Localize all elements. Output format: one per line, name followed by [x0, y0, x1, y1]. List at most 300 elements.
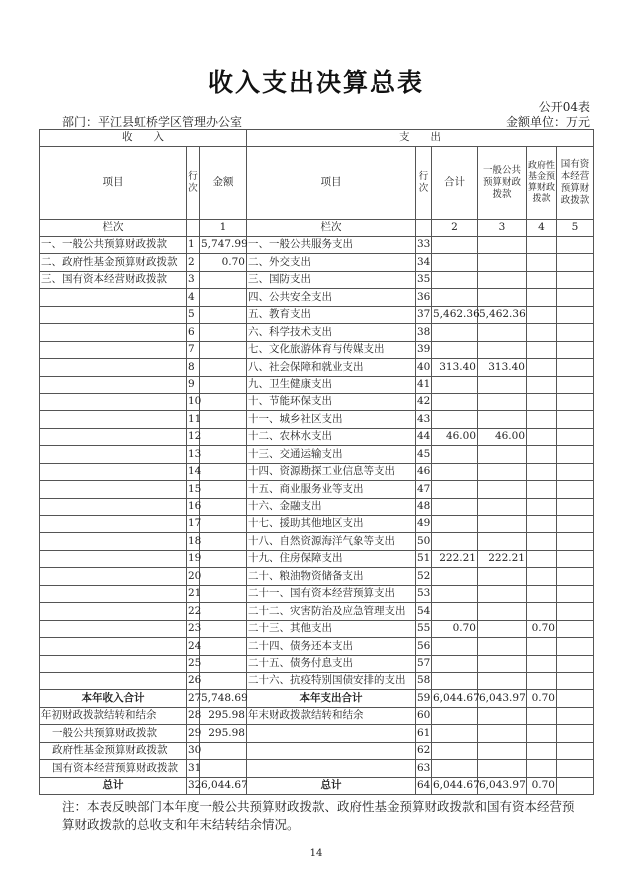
- expense-total: [432, 533, 478, 550]
- income-line-no: 20: [187, 568, 200, 585]
- expense-line-no: 54: [416, 603, 432, 620]
- income-amount: [200, 376, 247, 393]
- income-line-no: 22: [187, 603, 200, 620]
- income-line-no: 12: [187, 428, 200, 445]
- expense-total: [432, 516, 478, 533]
- fund-budget-amount: [527, 603, 557, 620]
- income-amount: [200, 359, 247, 376]
- state-capital-amount: [557, 742, 594, 759]
- state-capital-amount: [557, 446, 594, 463]
- expense-total: [432, 481, 478, 498]
- table-row: [40, 550, 594, 567]
- expense-total: 0.70: [432, 620, 478, 637]
- income-amount: [200, 428, 247, 445]
- income-line-no: 16: [187, 498, 200, 515]
- expense-item: 一、一般公共服务支出: [247, 237, 416, 254]
- table-row: [40, 638, 594, 655]
- fund-budget-amount: [527, 341, 557, 358]
- table-row: [40, 568, 594, 585]
- footnote: 注：本表反映部门本年度一般公共预算财政拨款、政府性基金预算财政拨款和国有资本经营预算财政拨款的总收支和年末结转结余情况。: [62, 799, 575, 832]
- summary-row: [40, 760, 594, 777]
- income-amount: [200, 585, 247, 602]
- expense-line-no: 39: [416, 341, 432, 358]
- expense-total: [432, 498, 478, 515]
- fund-budget-amount: 0.70: [527, 620, 557, 637]
- fund-budget-amount: [527, 481, 557, 498]
- income-line-no: 32: [187, 777, 200, 794]
- table-row: [40, 271, 594, 288]
- expense-line-no: 41: [416, 376, 432, 393]
- state-capital-amount: [557, 289, 594, 306]
- fund-budget-amount: [527, 324, 557, 341]
- income-amount: 5,748.69: [200, 690, 247, 707]
- expense-total: [432, 707, 478, 724]
- income-item: [40, 585, 187, 602]
- expense-item: 二十三、其他支出: [247, 620, 416, 637]
- income-line-header: 行次: [187, 147, 200, 220]
- expense-item: [247, 760, 416, 777]
- fund-budget-amount: [527, 585, 557, 602]
- general-budget-amount: [478, 463, 527, 480]
- income-line-no: 8: [187, 359, 200, 376]
- state-capital-amount: [557, 428, 594, 445]
- expense-item: 二十、粮油物资储备支出: [247, 568, 416, 585]
- table-row: [40, 359, 594, 376]
- expense-line-no: 53: [416, 585, 432, 602]
- expense-item: 总计: [247, 777, 416, 794]
- expense-total: [432, 237, 478, 254]
- expense-total: [432, 289, 478, 306]
- expense-total: [432, 446, 478, 463]
- income-amount-header: 金额: [200, 147, 247, 220]
- expense-line-no: 60: [416, 707, 432, 724]
- lanci-empty: [416, 220, 432, 237]
- income-line-no: 2: [187, 254, 200, 271]
- income-amount: [200, 498, 247, 515]
- expense-total: [432, 725, 478, 742]
- state-capital-amount: [557, 690, 594, 707]
- table-row: [40, 498, 594, 515]
- fund-budget-amount: [527, 533, 557, 550]
- income-item-header: 项目: [40, 147, 187, 220]
- income-line-no: 5: [187, 306, 200, 323]
- income-item: [40, 568, 187, 585]
- expense-line-no: 47: [416, 481, 432, 498]
- expense-item: 十、节能环保支出: [247, 393, 416, 410]
- general-budget-amount: [478, 376, 527, 393]
- expense-line-no: 43: [416, 411, 432, 428]
- table-row: [40, 463, 594, 480]
- income-line-no: 3: [187, 271, 200, 288]
- page-number: 14: [309, 848, 323, 859]
- general-budget-amount: 46.00: [478, 428, 527, 445]
- state-capital-amount: [557, 672, 594, 689]
- fund-budget-amount: [527, 446, 557, 463]
- fund-budget-amount: [527, 463, 557, 480]
- general-budget-amount: 313.40: [478, 359, 527, 376]
- general-budget-amount: 5,462.36: [478, 306, 527, 323]
- general-budget-amount: [478, 393, 527, 410]
- state-capital-amount: [557, 237, 594, 254]
- expense-line-no: 38: [416, 324, 432, 341]
- fund-budget-amount: [527, 254, 557, 271]
- expense-item-header: 项目: [247, 147, 416, 220]
- expense-item: 七、文化旅游体育与传媒支出: [247, 341, 416, 358]
- lanci-5: 5: [557, 220, 594, 237]
- general-budget-amount: [478, 620, 527, 637]
- state-capital-amount: [557, 533, 594, 550]
- income-line-no: 21: [187, 585, 200, 602]
- expense-line-no: 57: [416, 655, 432, 672]
- state-capital-amount: [557, 359, 594, 376]
- income-item: [40, 550, 187, 567]
- expense-item: 十一、城乡社区支出: [247, 411, 416, 428]
- general-budget-amount: [478, 481, 527, 498]
- general-budget-amount: [478, 707, 527, 724]
- table-row: [40, 428, 594, 445]
- expense-total: [432, 760, 478, 777]
- state-capital-amount: [557, 341, 594, 358]
- expense-line-no: 46: [416, 463, 432, 480]
- table-row: [40, 376, 594, 393]
- summary-row: [40, 690, 594, 707]
- income-amount: [200, 516, 247, 533]
- fund-budget-amount: [527, 516, 557, 533]
- lanci-label: 栏次: [247, 220, 416, 237]
- expense-item: 十五、商业服务业等支出: [247, 481, 416, 498]
- general-budget-amount: [478, 411, 527, 428]
- expense-total: 5,462.36: [432, 306, 478, 323]
- income-item: 一般公共预算财政拨款: [40, 725, 187, 742]
- income-line-no: 1: [187, 237, 200, 254]
- general-budget-amount: [478, 603, 527, 620]
- income-item: [40, 498, 187, 515]
- income-amount: [200, 550, 247, 567]
- income-line-no: 14: [187, 463, 200, 480]
- income-line-no: 25: [187, 655, 200, 672]
- income-line-no: 11: [187, 411, 200, 428]
- expense-total: 46.00: [432, 428, 478, 445]
- expense-total: [432, 271, 478, 288]
- expense-item: 十二、农林水支出: [247, 428, 416, 445]
- lanci-3: 3: [478, 220, 527, 237]
- fund-budget-amount: [527, 742, 557, 759]
- income-amount: [200, 672, 247, 689]
- income-line-no: 18: [187, 533, 200, 550]
- expense-total: [432, 742, 478, 759]
- expense-total: 222.21: [432, 550, 478, 567]
- lanci-label: 栏次: [40, 220, 187, 237]
- income-item: 年初财政拨款结转和结余: [40, 707, 187, 724]
- expense-item: 年末财政拨款结转和结余: [247, 707, 416, 724]
- expense-total: [432, 655, 478, 672]
- fund-budget-amount: 0.70: [527, 777, 557, 794]
- general-budget-amount: [478, 533, 527, 550]
- fund-budget-amount: [527, 707, 557, 724]
- expense-line-no: 44: [416, 428, 432, 445]
- income-amount: [200, 393, 247, 410]
- state-capital-amount: [557, 568, 594, 585]
- state-capital-amount: [557, 411, 594, 428]
- income-item: [40, 638, 187, 655]
- general-budget-amount: [478, 585, 527, 602]
- expense-line-no: 36: [416, 289, 432, 306]
- table-row: [40, 672, 594, 689]
- state-capital-amount: [557, 550, 594, 567]
- expense-item: 十八、自然资源海洋气象等支出: [247, 533, 416, 550]
- income-amount: [200, 481, 247, 498]
- expense-line-no: 56: [416, 638, 432, 655]
- expense-line-no: 59: [416, 690, 432, 707]
- income-amount: [200, 760, 247, 777]
- state-capital-amount: [557, 638, 594, 655]
- general-budget-amount: [478, 237, 527, 254]
- general-budget-amount: [478, 254, 527, 271]
- general-budget-amount: [478, 341, 527, 358]
- expense-line-no: 51: [416, 550, 432, 567]
- expense-line-no: 49: [416, 516, 432, 533]
- income-line-no: 26: [187, 672, 200, 689]
- state-capital-amount: [557, 725, 594, 742]
- expense-item: 五、教育支出: [247, 306, 416, 323]
- fund-budget-amount: [527, 568, 557, 585]
- expense-item: 八、社会保障和就业支出: [247, 359, 416, 376]
- state-capital-amount: [557, 620, 594, 637]
- expense-total: [432, 568, 478, 585]
- unit-label: 金额单位：万元: [505, 115, 590, 129]
- income-item: [40, 306, 187, 323]
- general-budget-amount: [478, 725, 527, 742]
- fund-budget-amount: [527, 760, 557, 777]
- expense-total: [432, 324, 478, 341]
- fund-budget-amount: [527, 306, 557, 323]
- expense-item: 二、外交支出: [247, 254, 416, 271]
- general-budget-amount: [478, 742, 527, 759]
- state-capital-amount: [557, 707, 594, 724]
- general-budget-amount: [478, 446, 527, 463]
- expense-line-no: 35: [416, 271, 432, 288]
- expense-total: [432, 341, 478, 358]
- table-row: [40, 620, 594, 637]
- fund-budget-amount: [527, 550, 557, 567]
- fund-budget-amount: [527, 376, 557, 393]
- page-title: 收入支出决算总表: [207, 68, 424, 97]
- income-line-no: 4: [187, 289, 200, 306]
- summary-row: [40, 707, 594, 724]
- fund-budget-amount: [527, 271, 557, 288]
- income-line-no: 30: [187, 742, 200, 759]
- general-budget-amount: [478, 324, 527, 341]
- state-capital-amount: [557, 393, 594, 410]
- expense-item: 二十五、债务付息支出: [247, 655, 416, 672]
- table-row: [40, 411, 594, 428]
- table-row: [40, 254, 594, 271]
- income-line-no: 6: [187, 324, 200, 341]
- general-budget-amount: [478, 516, 527, 533]
- income-line-no: 23: [187, 620, 200, 637]
- expense-item: 九、卫生健康支出: [247, 376, 416, 393]
- general-budget-amount: [478, 672, 527, 689]
- fund-budget-amount: [527, 725, 557, 742]
- state-capital-amount: [557, 271, 594, 288]
- table-row: [40, 603, 594, 620]
- fund-budget-amount: [527, 428, 557, 445]
- expense-line-no: 48: [416, 498, 432, 515]
- income-item: [40, 289, 187, 306]
- expense-item: 四、公共安全支出: [247, 289, 416, 306]
- general-budget-amount: [478, 498, 527, 515]
- table-row: [40, 306, 594, 323]
- expense-item: 十三、交通运输支出: [247, 446, 416, 463]
- expense-item: 二十一、国有资本经营预算支出: [247, 585, 416, 602]
- income-amount: 295.98: [200, 725, 247, 742]
- income-amount: [200, 289, 247, 306]
- expense-line-no: 52: [416, 568, 432, 585]
- income-item: [40, 376, 187, 393]
- general-budget-amount: [478, 271, 527, 288]
- fund-budget-amount: [527, 655, 557, 672]
- income-line-no: 13: [187, 446, 200, 463]
- department-label: 部门：平江县虹桥学区管理办公室: [62, 115, 243, 129]
- income-amount: [200, 655, 247, 672]
- income-item: [40, 463, 187, 480]
- table-row: [40, 481, 594, 498]
- state-capital-amount: [557, 254, 594, 271]
- income-amount: [200, 568, 247, 585]
- income-amount: [200, 446, 247, 463]
- income-item: 政府性基金预算财政拨款: [40, 742, 187, 759]
- income-amount: [200, 603, 247, 620]
- expense-line-no: 42: [416, 393, 432, 410]
- income-item: [40, 655, 187, 672]
- general-budget-amount: [478, 655, 527, 672]
- fund-budget-amount: [527, 638, 557, 655]
- section-header-row: [40, 130, 594, 147]
- expense-line-no: 33: [416, 237, 432, 254]
- income-item: [40, 428, 187, 445]
- expense-item: 二十四、债务还本支出: [247, 638, 416, 655]
- income-amount: [200, 411, 247, 428]
- expense-total: [432, 254, 478, 271]
- state-capital-amount: [557, 376, 594, 393]
- income-item: [40, 393, 187, 410]
- income-line-no: 10: [187, 393, 200, 410]
- fund-budget-amount: [527, 237, 557, 254]
- table-row: [40, 393, 594, 410]
- income-amount: [200, 638, 247, 655]
- expense-line-no: 40: [416, 359, 432, 376]
- income-amount: [200, 324, 247, 341]
- income-line-no: 9: [187, 376, 200, 393]
- expense-item: [247, 725, 416, 742]
- expense-line-no: 62: [416, 742, 432, 759]
- expense-line-no: 64: [416, 777, 432, 794]
- general-budget-amount: [478, 289, 527, 306]
- lanci-row: [40, 220, 594, 237]
- fund-budget-amount: [527, 498, 557, 515]
- expense-total: 313.40: [432, 359, 478, 376]
- income-item: 国有资本经营预算财政拨款: [40, 760, 187, 777]
- state-capital-amount: [557, 481, 594, 498]
- table-row: [40, 533, 594, 550]
- income-line-no: 17: [187, 516, 200, 533]
- income-amount: [200, 306, 247, 323]
- income-item: [40, 411, 187, 428]
- expense-total: [432, 638, 478, 655]
- expense-total: [432, 411, 478, 428]
- income-item: [40, 324, 187, 341]
- income-line-no: 19: [187, 550, 200, 567]
- expense-item: 十九、住房保障支出: [247, 550, 416, 567]
- income-item: [40, 533, 187, 550]
- income-section-header: 收 入: [40, 130, 247, 147]
- general-budget-header: 一般公共预算财政拨款: [478, 147, 527, 220]
- expense-line-no: 34: [416, 254, 432, 271]
- income-amount: [200, 463, 247, 480]
- expense-line-no: 37: [416, 306, 432, 323]
- lanci-empty: [187, 220, 200, 237]
- expense-total: [432, 463, 478, 480]
- summary-row: [40, 777, 594, 794]
- income-amount: [200, 341, 247, 358]
- general-budget-amount: [478, 568, 527, 585]
- fund-budget-amount: 0.70: [527, 690, 557, 707]
- income-line-no: 24: [187, 638, 200, 655]
- table-row: [40, 237, 594, 254]
- expense-line-header: 行次: [416, 147, 432, 220]
- fund-budget-amount: [527, 289, 557, 306]
- lanci-4: 4: [527, 220, 557, 237]
- income-item: 三、国有资本经营财政拨款: [40, 271, 187, 288]
- income-item: 一、一般公共预算财政拨款: [40, 237, 187, 254]
- expense-total: [432, 585, 478, 602]
- general-budget-amount: [478, 760, 527, 777]
- expense-line-no: 45: [416, 446, 432, 463]
- summary-row: [40, 742, 594, 759]
- expense-line-no: 50: [416, 533, 432, 550]
- expense-line-no: 58: [416, 672, 432, 689]
- expense-item: 六、科学技术支出: [247, 324, 416, 341]
- income-amount: [200, 533, 247, 550]
- expense-item: 二十二、灾害防治及应急管理支出: [247, 603, 416, 620]
- income-item: [40, 516, 187, 533]
- table-row: [40, 516, 594, 533]
- income-item: [40, 481, 187, 498]
- expense-item: 十四、资源勘探工业信息等支出: [247, 463, 416, 480]
- income-line-no: 15: [187, 481, 200, 498]
- expense-total: [432, 393, 478, 410]
- lanci-2: 2: [432, 220, 478, 237]
- state-capital-amount: [557, 777, 594, 794]
- state-capital-amount: [557, 324, 594, 341]
- table-row: [40, 289, 594, 306]
- expense-line-no: 61: [416, 725, 432, 742]
- fund-budget-header: 政府性基金预算财政拨款: [527, 147, 557, 220]
- income-line-no: 29: [187, 725, 200, 742]
- income-line-no: 31: [187, 760, 200, 777]
- income-amount: 295.98: [200, 707, 247, 724]
- summary-row: [40, 725, 594, 742]
- expense-item: 本年支出合计: [247, 690, 416, 707]
- state-capital-amount: [557, 516, 594, 533]
- table-row: [40, 446, 594, 463]
- table-row: [40, 341, 594, 358]
- income-line-no: 28: [187, 707, 200, 724]
- expense-total: [432, 376, 478, 393]
- income-line-no: 27: [187, 690, 200, 707]
- expense-total: [432, 672, 478, 689]
- expense-line-no: 63: [416, 760, 432, 777]
